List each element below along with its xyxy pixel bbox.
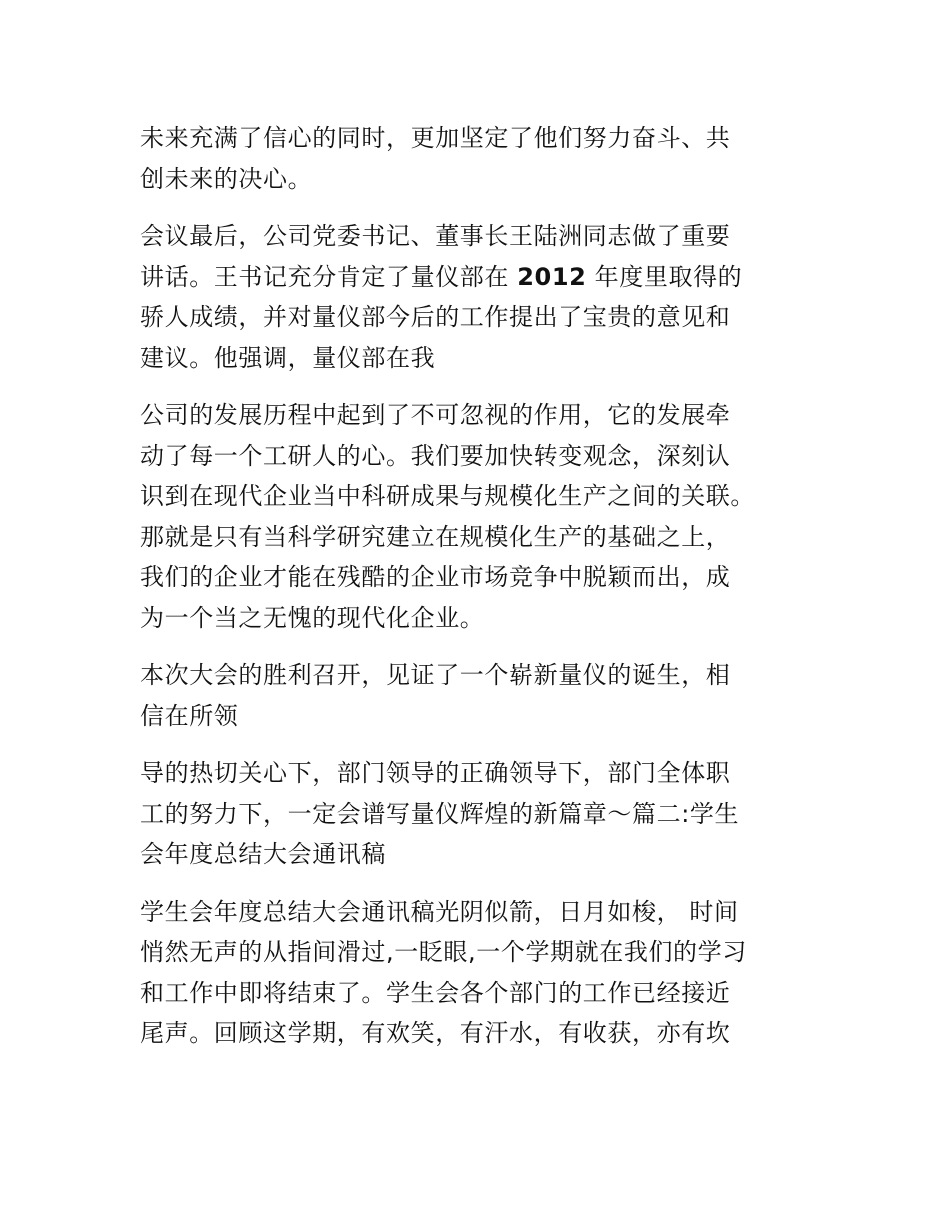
paragraph-6 xyxy=(140,892,812,1054)
text-line: 信在所领 xyxy=(140,701,239,730)
text-line: 识到在现代企业当中科研成果与规模化生产之间的关联。 xyxy=(140,482,755,510)
text-line: 和工作中即将结束了。学生会各个部门的工作已经接近 xyxy=(140,978,731,1007)
text-line: 创未来的决心。 xyxy=(140,164,313,193)
text-line: 会年度总结大会通讯稿 xyxy=(140,840,386,868)
paragraph-1 xyxy=(140,118,812,199)
text-line: 未来充满了信心的同时，更加坚定了他们努力奋斗、共 xyxy=(140,124,731,152)
text-line: 尾声。回顾这学期，有欢笑，有汗水，有收获，亦有坎 xyxy=(140,1019,731,1047)
text-line: 动了每一个工研人的心。我们要加快转变观念，深刻认 xyxy=(140,441,731,470)
paragraph-5 xyxy=(140,753,812,875)
text-line: 本次大会的胜利召开，见证了一个崭新量仪的诞生，相 xyxy=(140,661,731,689)
text-line: 公司的发展历程中起到了不可忽视的作用，它的发展牵 xyxy=(140,401,731,429)
text-line: 建议。他强调，量仪部在我 xyxy=(140,343,436,372)
text-line: 导的热切关心下，部门领导的正确领导下，部门全体职 xyxy=(140,759,731,787)
text-line: 会议最后，公司党委书记、董事长王陆洲同志做了重要 xyxy=(140,222,731,250)
text-line: 骄人成绩，并对量仪部今后的工作提出了宝贵的意见和 xyxy=(140,303,731,331)
text-line: 悄然无声的从指间滑过,一眨眼,一个学期就在我们的学习 xyxy=(140,938,747,966)
text-line: 我们的企业才能在残酷的企业市场竞争中脱颖而出，成 xyxy=(140,563,731,591)
document-body xyxy=(140,118,812,1071)
paragraph-4 xyxy=(140,655,812,736)
year-number: 2012 xyxy=(517,262,587,291)
paragraph-3 xyxy=(140,395,812,638)
text-line: 为一个当之无愧的现代化企业。 xyxy=(140,603,485,632)
text-segment: 年度里取得的 xyxy=(594,262,743,291)
paragraph-2 xyxy=(140,216,812,378)
text-line-with-year xyxy=(140,257,812,298)
text-line: 工的努力下，一定会谱写量仪辉煌的新篇章～篇二:学生 xyxy=(140,799,740,828)
text-line: 学生会年度总结大会通讯稿光阴似箭，日月如梭， 时间 xyxy=(140,897,739,926)
text-segment: 讲话。王书记充分肯定了量仪部在 xyxy=(140,262,509,291)
text-line: 那就是只有当科学研究建立在规模化生产的基础之上， xyxy=(140,522,731,551)
